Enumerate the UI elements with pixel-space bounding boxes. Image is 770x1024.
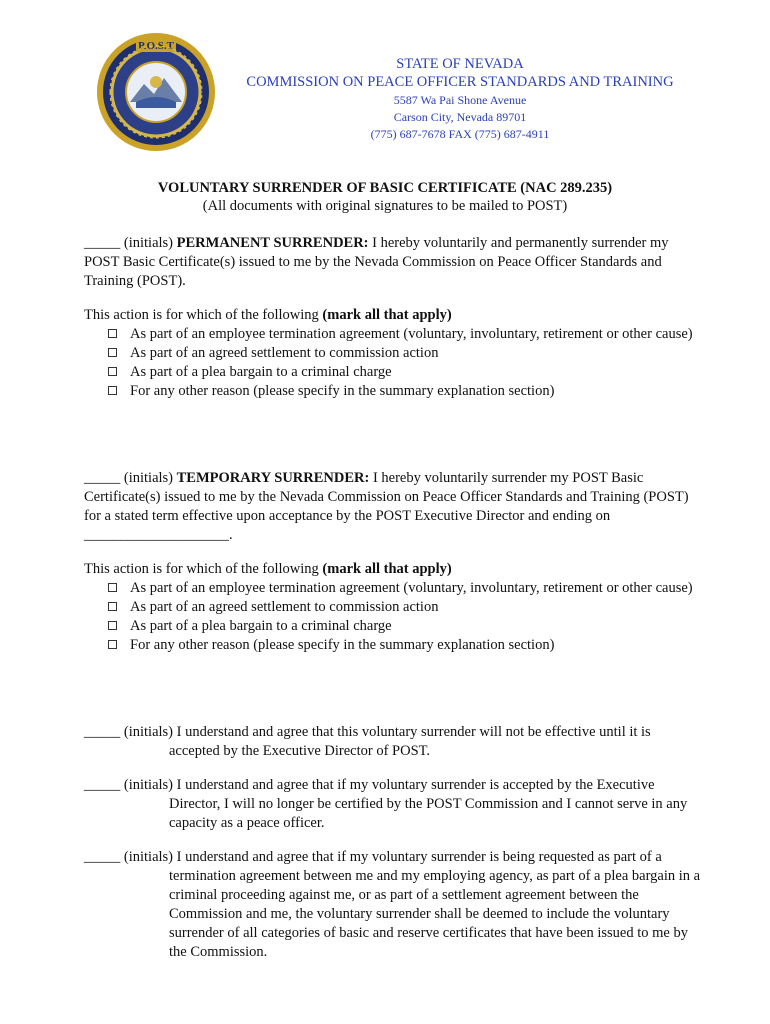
checkbox[interactable] <box>108 329 117 338</box>
seal-text: P.O.S.T <box>138 40 174 52</box>
checkbox[interactable] <box>108 583 117 592</box>
action-intro-text: This action is for which of the following <box>84 561 323 577</box>
list-item[interactable]: As part of a plea bargain to a criminal charge <box>108 617 698 636</box>
temporary-action-intro <box>84 560 704 579</box>
temporary-text: I hereby voluntarily surrender my POST Basic Certificate(s) issued to me by the Nevada Commission on Peace Officer Standards and Training (POST) for a stated term effective upon acceptance by the POST Executive Director and ending on ____________________. <box>84 470 689 543</box>
list-item[interactable]: As part of a plea bargain to a criminal charge <box>108 363 698 382</box>
acknowledgement-3: _____ (initials) I understand and agree that if my voluntary surrender is being requested as part of a termination agreement between me and my employing agency, as part of a plea bargain in a criminal proceeding against me, or as part of a settlement agreement between the Commission and me, the voluntary surrender shall be deemed to include the voluntary surrender of all categories of basic and reserve certificates that have been issued to me by the Commission. <box>84 849 701 960</box>
permanent-surrender-paragraph <box>84 234 704 291</box>
letterhead <box>200 55 720 142</box>
list-item[interactable]: As part of an agreed settlement to commission action <box>108 344 698 363</box>
phone-fax: (775) 687-7678 FAX (775) 687-4911 <box>370 127 550 141</box>
checkbox[interactable] <box>108 602 117 611</box>
list-item[interactable]: As part of an employee termination agreement (voluntary, involuntary, retirement or other cause) <box>108 325 698 344</box>
checkbox[interactable] <box>108 367 117 376</box>
temporary-options-list <box>108 579 698 655</box>
acknowledgement-1: _____ (initials) I understand and agree that this voluntary surrender will not be effective until it is accepted by the Executive Director of POST. <box>84 724 651 759</box>
checkbox[interactable] <box>108 621 117 630</box>
title-main: VOLUNTARY SURRENDER OF BASIC CERTIFICATE (NAC 289.235) <box>157 180 613 196</box>
state-name: STATE OF NEVADA <box>396 56 524 72</box>
permanent-text: I hereby voluntarily and permanently surrender my POST Basic Certificate(s) issued to me by the Nevada Commission on Peace Officer Standards and Training (POST). <box>84 235 669 289</box>
title-sub: (All documents with original signatures to be mailed to POST) <box>202 198 568 214</box>
list-item[interactable]: For any other reason (please specify in the summary explanation section) <box>108 636 698 655</box>
initials-blank: _____ (initials) <box>84 470 177 486</box>
initials-blank: _____ (initials) <box>84 235 177 251</box>
checkbox[interactable] <box>108 640 117 649</box>
checkbox[interactable] <box>108 386 117 395</box>
commission-name: COMMISSION ON PEACE OFFICER STANDARDS AND TRAINING <box>246 74 674 90</box>
permanent-action-intro <box>84 306 704 325</box>
action-intro-text: This action is for which of the following <box>84 307 323 323</box>
action-intro-bold: (mark all that apply) <box>322 307 452 323</box>
temporary-label: TEMPORARY SURRENDER: <box>176 470 370 486</box>
action-intro-bold: (mark all that apply) <box>322 561 452 577</box>
permanent-label: PERMANENT SURRENDER: <box>176 235 369 251</box>
list-item[interactable]: As part of an agreed settlement to commission action <box>108 598 698 617</box>
post-seal-logo <box>96 32 216 152</box>
acknowledgement-2: _____ (initials) I understand and agree that if my voluntary surrender is accepted by the Executive Director, I will no longer be certified by the POST Commission and I cannot serve in any capacity as a peace officer. <box>84 777 688 831</box>
checkbox[interactable] <box>108 348 117 357</box>
permanent-options-list <box>108 325 698 401</box>
list-item[interactable]: For any other reason (please specify in the summary explanation section) <box>108 382 698 401</box>
address-line-1: 5587 Wa Pai Shone Avenue <box>393 93 527 107</box>
list-item[interactable]: As part of an employee termination agreement (voluntary, involuntary, retirement or other cause) <box>108 579 698 598</box>
temporary-surrender-paragraph <box>84 469 704 545</box>
address-line-2: Carson City, Nevada 89701 <box>393 110 527 124</box>
